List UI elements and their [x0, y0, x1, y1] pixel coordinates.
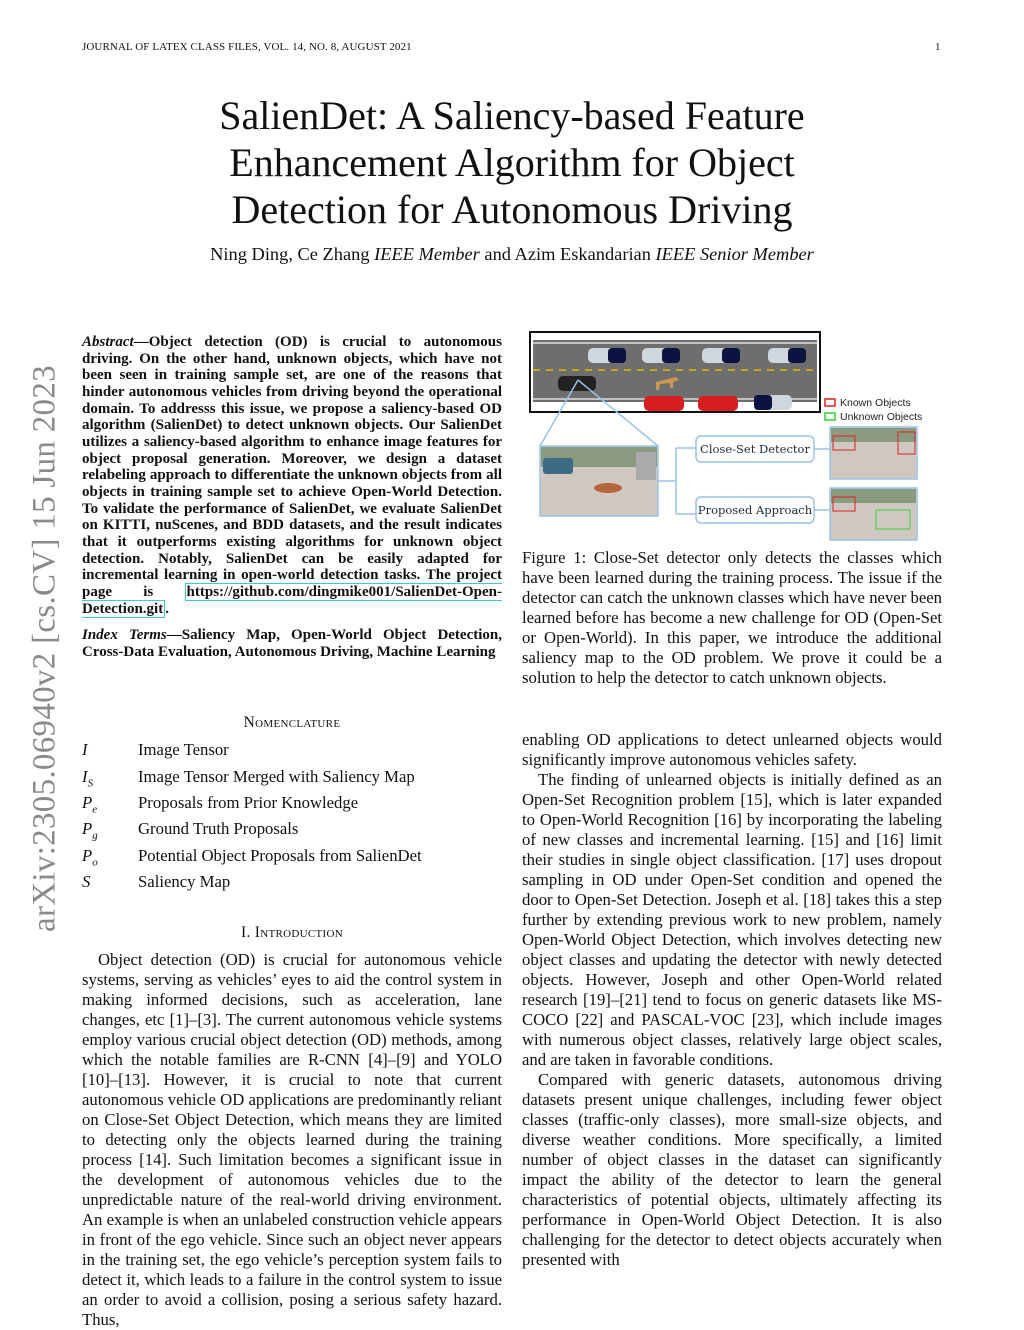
nomenclature-symbol: [82, 846, 138, 872]
abstract-text: —Object detection (OD) is crucial to autonomous driving. On the other hand, unknown objects, which have not been seen in training sample set, are one of the reasons that hinder autonomous vehicles from driving beyond the operational domain. To addresss this issue, we propose a saliency-based OD algorithm (SalienDet) to detect unknown objects. Our SalienDet utilizes a saliency-based algorithm to enhance image features for object proposal generation. Moreover, we design a dataset relabeling approach to differentiate the unknown objects from all objects in training sample set to achieve Open-World Detection. To validate the performance of SalienDet, we evaluate SalienDet on KITTI, nuScenes, and BDD datasets, and the result indicates that it outperforms existing algorithms for unknown object detection. Notably, SalienDet can be easily adapted for incremental learning in open-world detection tasks. The project page is: [82, 334, 502, 600]
nomenclature-item: [82, 872, 502, 898]
paragraph: The finding of unlearned objects is initially defined as an Open-Set Recognition problem [15], which is later expanded to Open-World Recognition [16] by incorporating the labeling of new classes and incremental learning. [15] and [16] limit their studies in single object classification. [17] uses dropout sampling in OD under Open-Set condition and opened the door to Open-Set Detection. Joseph et al. [18] takes this a step further by extending previous work to new problem, namely Open-World Object Detection, which involves detecting new object classes and updating the detector with newly detected objects. However, Joseph and other Open-World related research [19]–[21] tend to focus on generic datasets like MS-COCO [22] and PASCAL-VOC [23], which include images with numerous object classes, relatively large object scales, and are taken in favorable conditions.: [522, 770, 942, 1069]
author-role: IEEE Senior Member: [655, 244, 814, 264]
symbol: P: [82, 819, 93, 839]
proposed-approach-label: Proposed Approach: [697, 503, 813, 517]
close-set-detector-label: Close-Set Detector: [700, 442, 810, 456]
nomenclature-description: Image Tensor Merged with Saliency Map: [138, 766, 415, 786]
page-number: 1: [935, 41, 941, 53]
nomenclature-description: Ground Truth Proposals: [138, 819, 299, 839]
arxiv-stamp: arXiv:2305.06940v2 [cs.CV] 15 Jun 2023: [26, 365, 63, 932]
symbol: I: [82, 766, 88, 786]
right-column: [522, 334, 942, 1270]
symbol-subscript: g: [92, 829, 98, 842]
unknown-legend-label: Unknown Objects: [840, 411, 923, 423]
authors-part2: and Azim Eskandarian: [479, 244, 656, 264]
nomenclature-item: [82, 793, 502, 819]
symbol: P: [82, 845, 93, 865]
paragraph: enabling OD applications to detect unlearned objects would significantly improve autonomous vehicles safety.: [522, 730, 942, 769]
paragraph: Compared with generic datasets, autonomous driving datasets present unique challenges, including fewer object classes (traffic-only classes), more small-size objects, and diverse weather conditions. More specifically, a limited number of object classes in the dataset can significantly impact the ability of the detector to learn the general characteristics of potential objects, ultimately affecting its performance in Open-World Object Detection. It is also challenging for the detector to detect objects accurately when presented with: [522, 1070, 942, 1269]
nomenclature-item: [82, 740, 502, 766]
running-head: JOURNAL OF LATEX CLASS FILES, VOL. 14, NO. 8, AUGUST 2021: [82, 41, 412, 53]
nomenclature-item: [82, 767, 502, 793]
right-body: [522, 730, 942, 1270]
nomenclature-symbol: [82, 793, 138, 819]
index-terms: [82, 627, 502, 660]
author-line: [100, 244, 924, 265]
known-legend-label: Known Objects: [840, 397, 911, 409]
symbol: P: [82, 793, 93, 813]
nomenclature-heading: Nomenclature: [243, 714, 341, 732]
nomenclature-description: Potential Object Proposals from SalienDet: [138, 845, 422, 865]
nomenclature-description: Saliency Map: [138, 872, 231, 892]
nomenclature-item: [82, 846, 502, 872]
nomenclature-symbol: [82, 740, 138, 766]
project-link[interactable]: https://github.com/dingmike001/SalienDet-Open-Detection.git: [82, 583, 502, 617]
nomenclature-symbol: [82, 872, 138, 898]
abstract-end: .: [165, 600, 169, 617]
abstract: [82, 334, 502, 617]
symbol-subscript: S: [87, 777, 94, 790]
index-terms-text: —Saliency Map, Open-World Object Detection, Cross-Data Evaluation, Autonomous Driving, Machine Learning: [82, 627, 503, 660]
authors-part1: Ning Ding, Ce Zhang: [210, 244, 375, 264]
figure-caption: Figure 1: Close-Set detector only detects the classes which have been learned during the training process. The issue if the detector can catch the unknown classes which have never been learned before has become a new challenge for OD (Open-Set or Open-World). In this paper, we introduce the additional saliency map to the OD problem. We prove it could be a solution to help the detector to catch unknown objects.: [522, 548, 942, 687]
left-column: [82, 334, 502, 1330]
paper-title: SalienDet: A Saliency-based Feature Enhancement Algorithm for Object Detection for Autonomous Driving: [219, 93, 805, 232]
nomenclature-symbol: [82, 819, 138, 845]
nomenclature-item: [82, 819, 502, 845]
author-role: IEEE Member: [374, 244, 480, 264]
nomenclature-list: [82, 740, 502, 898]
symbol-subscript: e: [92, 803, 98, 816]
symbol: I: [82, 740, 88, 760]
intro-body: [82, 950, 502, 1330]
nomenclature-description: Image Tensor: [138, 740, 229, 760]
intro-paragraph: Object detection (OD) is crucial for autonomous vehicle systems, serving as vehicles’ eyes to aid the control system in making informed decisions, such as acceleration, lane changes, etc [1]–[3]. The current autonomous vehicle systems employ various crucial object detection (OD) methods, among which the notable families are R-CNN [4]–[9] and YOLO [10]–[13]. However, it is crucial to note that current autonomous vehicle OD applications are predominantly reliant on Close-Set Object Detection, which means they are limited to detecting only the objects learned during the training process [14]. Such limitation becomes a significant issue in the development of autonomous vehicles due to the unpredictable nature of the real-world driving environment. An example is when an unlabeled construction vehicle appears in front of the ego vehicle. Since such an object never appears in the training set, the ego vehicle’s perception system fails to detect it, which leads to a failure in the control system to issue an order to avoid a collision, posing a serious safety hazard. Thus,: [82, 950, 502, 1330]
nomenclature-symbol: [82, 767, 138, 793]
nomenclature-description: Proposals from Prior Knowledge: [138, 793, 359, 813]
intro-heading: I. Introduction: [240, 924, 343, 942]
index-terms-label: Index Terms: [82, 627, 167, 644]
symbol-subscript: o: [92, 856, 98, 869]
abstract-label: Abstract: [82, 334, 134, 350]
symbol: S: [82, 872, 91, 892]
